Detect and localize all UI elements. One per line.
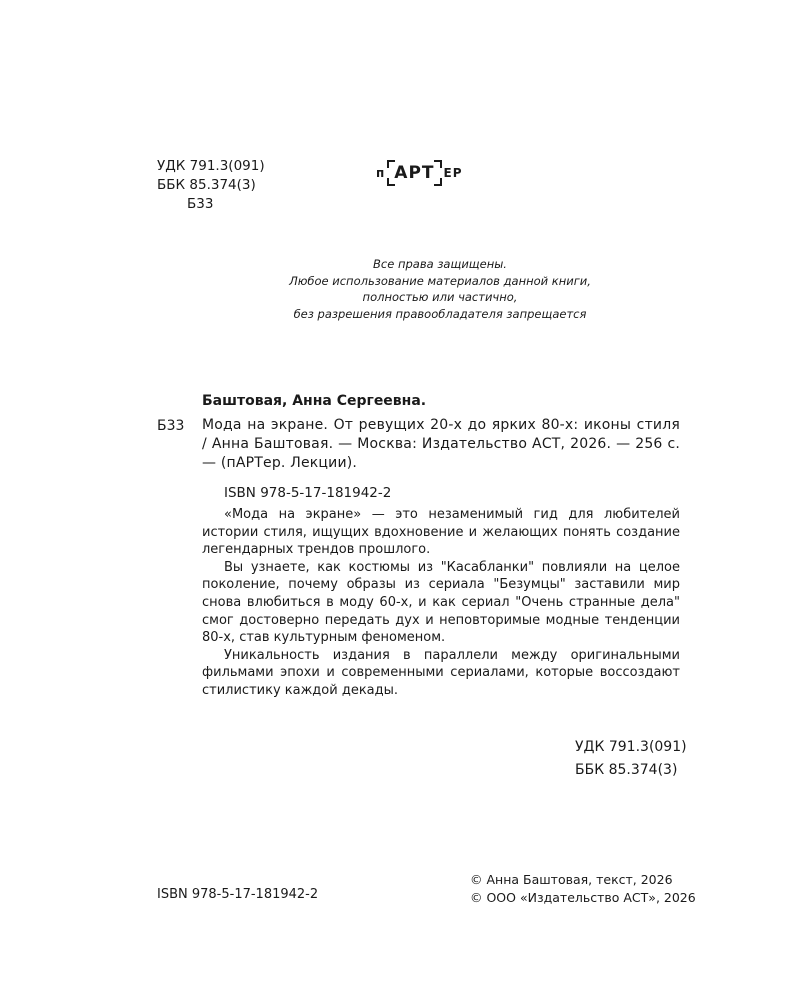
classification-block-bottom [575, 736, 687, 782]
logo-suffix: ЕР [443, 166, 463, 180]
bbk-code: ББК 85.374(3) [157, 177, 256, 193]
bibliographic-description: Мода на экране. От ревущих 20-х до ярких 80-х: иконы стиля / Анна Баштовая. — Москва: Издательство АСТ, 2026. — 256 с. — (пАРТер. Лекции). [202, 417, 680, 471]
udk-code-bottom: УДК 791.3(091) [575, 739, 687, 755]
classification-block-top [157, 157, 265, 214]
annotation-paragraph: Уникальность издания в параллели между оригинальными фильмами эпохи и современными сериалами, которые воссоздают стилистику каждой декады. [202, 647, 680, 698]
author-code-left: Б33 [157, 418, 185, 434]
author-heading: Баштовая, Анна Сергеевна. [202, 393, 427, 409]
logo-main [387, 160, 441, 186]
copyright-block [470, 871, 696, 907]
author-mark: Б33 [187, 196, 214, 212]
annotation [202, 506, 680, 700]
rights-line: без разрешения правообладателя запрещается [293, 306, 587, 321]
bbk-code-bottom: ББК 85.374(3) [575, 762, 678, 778]
copyright-line: © ООО «Издательство АСТ», 2026 [470, 890, 696, 905]
copyright-line: © Анна Баштовая, текст, 2026 [470, 872, 673, 887]
annotation-paragraph: «Мода на экране» — это незаменимый гид для любителей истории стиля, ищущих вдохновение и желающих понять создание легендарных трендов прошлого. [202, 507, 680, 558]
isbn-line: ISBN 978-5-17-181942-2 [224, 485, 392, 501]
isbn-bottom: ISBN 978-5-17-181942-2 [157, 887, 319, 902]
udk-code: УДК 791.3(091) [157, 158, 265, 174]
logo-main-text: АРТ [394, 163, 435, 183]
rights-line: полностью или частично, [362, 290, 518, 304]
rights-line: Все права защищены. [373, 257, 507, 271]
rights-line: Любое использование материалов данной книги, [289, 273, 591, 288]
rights-notice [240, 256, 640, 322]
publisher-logo [376, 160, 463, 186]
annotation-paragraph: Вы узнаете, как костюмы из "Касабланки" повлияли на целое поколение, почему образы из сериала "Безумцы" заставили мир снова влюбиться в моду 60-х, и как сериал "Очень странные дела" смог достоверно передать дух и неповторимые модные тенденции 80-х, став культурным феноменом. [202, 559, 680, 646]
logo-prefix: п [376, 166, 386, 180]
